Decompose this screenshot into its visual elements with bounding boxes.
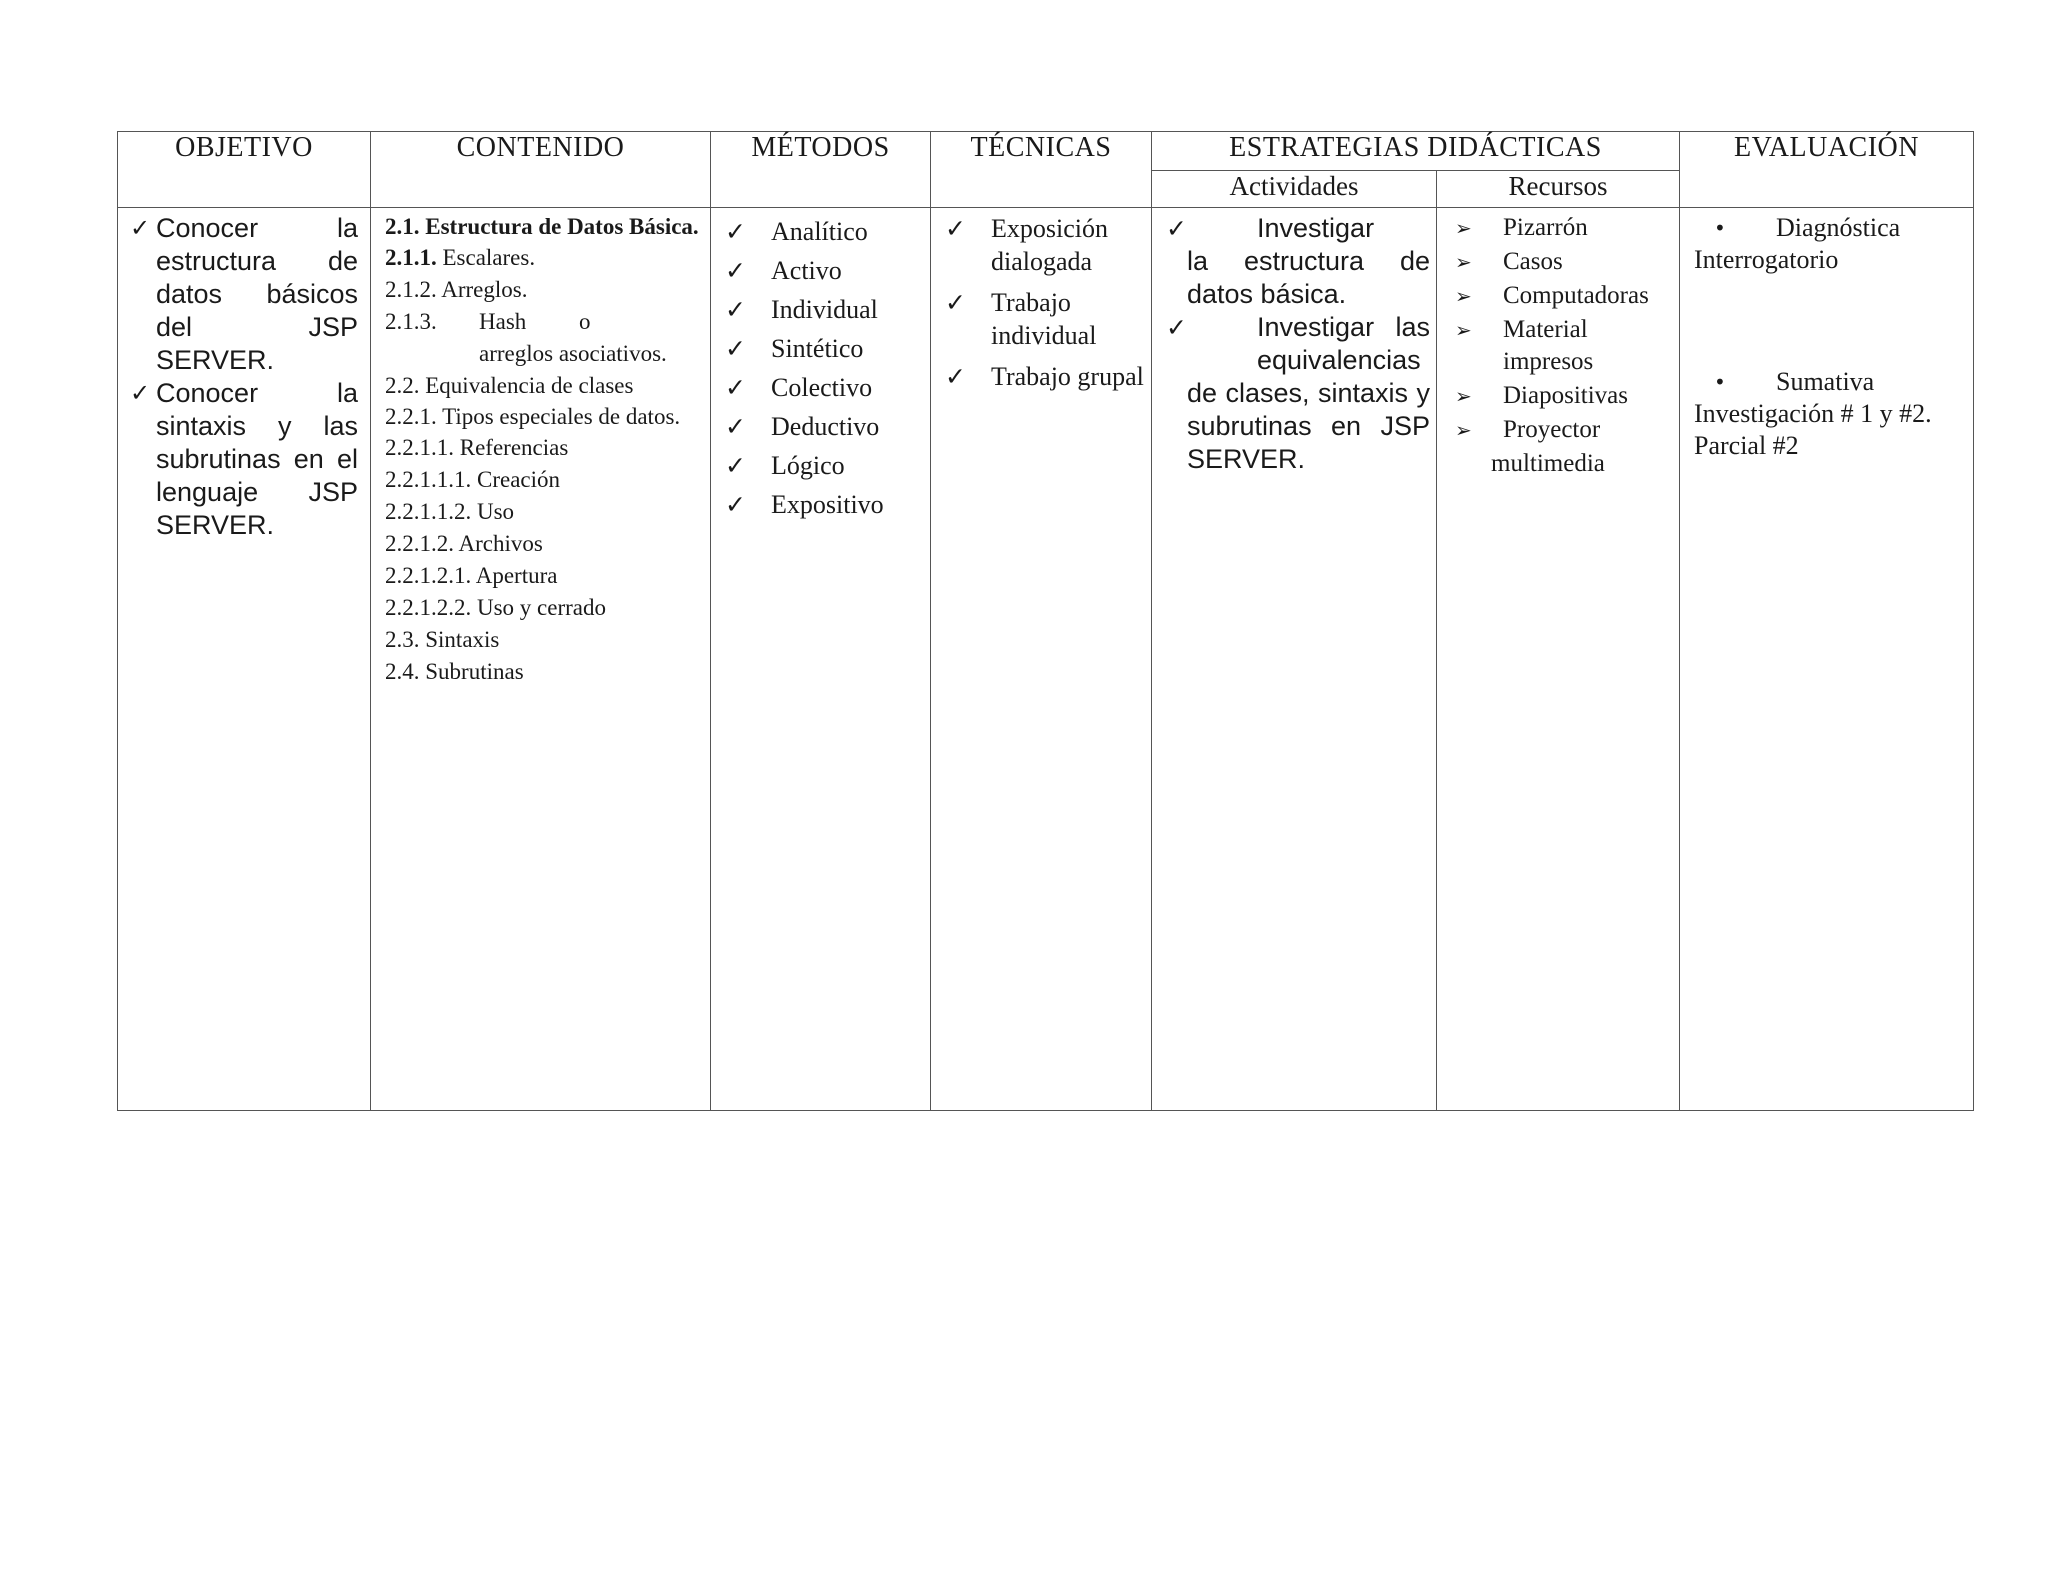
arrow-bullet-icon: ➢ (1455, 418, 1472, 442)
check-icon: ✓ (130, 214, 151, 242)
contenido-list (371, 208, 710, 688)
header-objetivo: OBJETIVO (118, 132, 371, 208)
tecnicas-list (931, 208, 1151, 393)
evaluacion-item: • Sumativa (1694, 366, 1965, 398)
check-icon: ✓ (1166, 313, 1187, 342)
objetivo-item: ✓ Conocer la estructura de datos básicos del JSP SERVER. (130, 213, 358, 375)
contenido-item: 2.1.3. Hash o (385, 309, 591, 334)
recurso-item: ➢ Material impresos (1455, 316, 1594, 375)
tecnica-item: ✓ Trabajo grupal (945, 362, 1144, 391)
evaluacion-text: Investigación # 1 y #2. (1694, 399, 1932, 428)
metodo-item: ✓ Analítico (725, 212, 924, 251)
check-icon: ✓ (725, 412, 746, 441)
contenido-item: 2.3. Sintaxis (385, 627, 500, 652)
contenido-item-continuation: arreglos asociativos. (479, 341, 667, 366)
actividad-item: ✓ Investigar la estructura de datos básica. (1166, 213, 1430, 309)
planning-table (117, 131, 1974, 1111)
recurso-item: ➢ Computadoras (1455, 280, 1653, 312)
evaluacion-item: • Diagnóstica (1694, 212, 1965, 244)
contenido-item: 2.4. Subrutinas (385, 659, 524, 684)
contenido-item: 2.2.1.1.1. Creación (385, 467, 561, 492)
check-icon: ✓ (725, 334, 746, 363)
header-actividades: Actividades (1152, 171, 1437, 208)
evaluacion-text: Parcial #2 (1694, 431, 1799, 460)
header-recursos: Recursos (1437, 171, 1680, 208)
bullet-icon: • (1714, 216, 1726, 240)
header-contenido: CONTENIDO (371, 132, 711, 208)
metodo-item: ✓ Deductivo (725, 407, 924, 446)
contenido-item: 2.2.1.2.2. Uso y cerrado (385, 595, 607, 620)
recurso-item: ➢ Diapositivas (1455, 380, 1675, 412)
arrow-bullet-icon: ➢ (1455, 318, 1472, 342)
metodo-item: ✓ Activo (725, 251, 924, 290)
contenido-item: 2.2.1.2. Archivos (385, 531, 543, 556)
check-icon: ✓ (725, 373, 746, 402)
contenido-item: 2.2.1. Tipos especiales de datos. (385, 404, 681, 429)
check-icon: ✓ (725, 256, 746, 285)
check-icon: ✓ (130, 379, 151, 407)
arrow-bullet-icon: ➢ (1455, 384, 1472, 408)
evaluacion-text: Interrogatorio (1694, 245, 1839, 274)
metodos-list (711, 208, 930, 524)
check-icon: ✓ (725, 451, 746, 480)
contenido-item: 2.1.1. Escalares. (385, 245, 536, 270)
contenido-item: 2.2. Equivalencia de clases (385, 373, 634, 398)
check-icon: ✓ (725, 217, 746, 246)
cell-evaluacion (1680, 208, 1974, 1111)
recurso-item: ➢ Proyector (1455, 414, 1675, 446)
arrow-bullet-icon: ➢ (1455, 216, 1472, 240)
metodo-item: ✓ Lógico (725, 446, 924, 485)
bullet-icon: • (1714, 370, 1726, 394)
header-metodos: MÉTODOS (711, 132, 931, 208)
arrow-bullet-icon: ➢ (1455, 284, 1472, 308)
cell-recursos (1437, 208, 1680, 1111)
metodo-item: ✓ Individual (725, 290, 924, 329)
header-tecnicas: TÉCNICAS (931, 132, 1152, 208)
header-estrategias: ESTRATEGIAS DIDÁCTICAS (1152, 132, 1680, 171)
check-icon: ✓ (725, 490, 746, 519)
tecnica-item: ✓ Exposición dialogada (945, 214, 1108, 276)
check-icon: ✓ (725, 295, 746, 324)
contenido-item: 2.2.1.1. Referencias (385, 435, 569, 460)
recurso-item: ➢ Casos (1455, 246, 1675, 278)
objetivos-list (118, 208, 370, 542)
actividad-item: ✓ Investigar las equivalencias de clases, sintaxis y subrutinas en JSP SERVER. (1166, 312, 1430, 474)
recurso-item-continuation: multimedia (1491, 450, 1605, 477)
check-icon: ✓ (945, 362, 966, 391)
metodo-item: ✓ Sintético (725, 329, 924, 368)
metodo-item: ✓ Expositivo (725, 485, 924, 524)
check-icon: ✓ (945, 288, 966, 317)
recurso-item: ➢ Pizarrón (1455, 212, 1675, 244)
check-icon: ✓ (1166, 214, 1187, 243)
cell-objetivo (118, 208, 371, 1111)
cell-contenido (371, 208, 711, 1111)
contenido-item: 2.2.1.1.2. Uso (385, 499, 515, 524)
cell-tecnicas (931, 208, 1152, 1111)
evaluacion-block (1680, 208, 1973, 462)
header-evaluacion: EVALUACIÓN (1680, 132, 1974, 208)
cell-actividades (1152, 208, 1437, 1111)
contenido-title: 2.1. Estructura de Datos Básica. (385, 214, 699, 239)
metodo-item: ✓ Colectivo (725, 368, 924, 407)
actividades-list (1152, 208, 1436, 476)
cell-metodos (711, 208, 931, 1111)
contenido-item: 2.1.2. Arreglos. (385, 277, 528, 302)
contenido-item: 2.2.1.2.1. Apertura (385, 563, 558, 588)
tecnica-item: ✓ Trabajo individual (945, 288, 1097, 350)
check-icon: ✓ (945, 214, 966, 243)
arrow-bullet-icon: ➢ (1455, 250, 1472, 274)
recursos-list (1437, 208, 1679, 480)
objetivo-item: ✓ Conocer la sintaxis y las subrutinas en el lenguaje JSP SERVER. (130, 378, 358, 540)
